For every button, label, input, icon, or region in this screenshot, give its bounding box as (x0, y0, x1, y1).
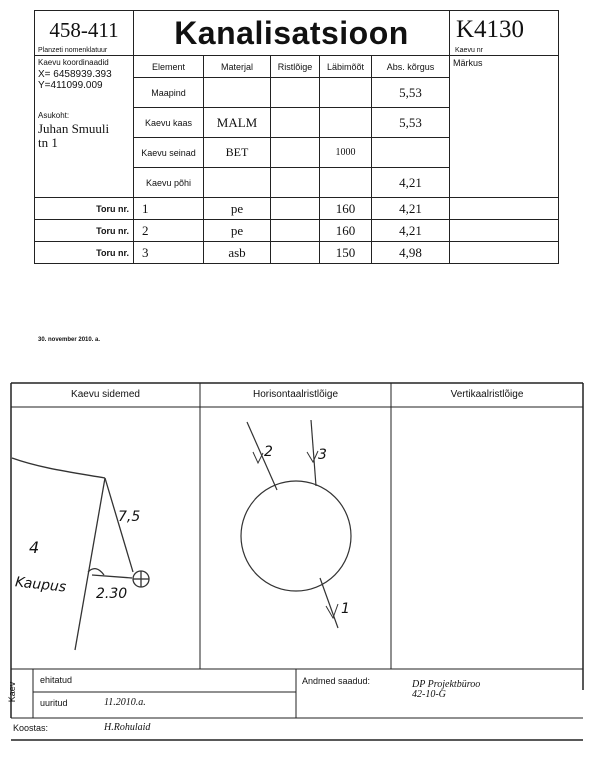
distance-1-label: 7,5 (118, 509, 141, 525)
diameter-cell: 1000 (320, 138, 372, 168)
well-number-label: Kaevu nr (455, 47, 484, 54)
compiled-label: Koostas: (13, 723, 49, 733)
location-value: Juhan Smuuli tn 1 (38, 121, 110, 150)
element-cell: Kaevu seinad (134, 138, 204, 168)
pipe-2-label: 2 (264, 444, 273, 460)
pipe-label: Toru nr. (35, 198, 134, 220)
header-element: Element (134, 56, 204, 78)
pipe-nr: 1 (134, 198, 204, 220)
pipe-diameter: 160 (320, 198, 372, 220)
built-label: ehitatud (40, 675, 73, 685)
pipe-1-line (320, 578, 338, 628)
pipe-height: 4,98 (372, 242, 450, 264)
kaupus-label: Kaupus (14, 574, 67, 596)
element-cell: Kaevu põhi (134, 168, 204, 198)
header-material: Materjal (204, 56, 271, 78)
pipe-1-label: 1 (341, 601, 350, 617)
tie-line-1 (105, 478, 133, 572)
element-cell: Maapind (134, 78, 204, 108)
angle-arc (88, 569, 104, 575)
compiled-value: H.Rohulaid (104, 722, 151, 733)
building-roof-line (12, 458, 105, 478)
well-number: K4130 (456, 16, 525, 43)
element-cell: Kaevu kaas (134, 108, 204, 138)
pipe-label: Toru nr. (35, 242, 134, 264)
house-number-label: 4 (29, 538, 40, 557)
header-remarks: Märkus (453, 58, 483, 68)
document-date: 30. november 2010. a. (38, 337, 101, 343)
coords-label: Kaevu koordinaadid (38, 58, 109, 67)
data-from-value-1: DP Projektbüroo (412, 679, 481, 690)
material-cell: BET (204, 138, 271, 168)
pipe-nr: 2 (134, 220, 204, 242)
section-ties-title: Kaevu sidemed (71, 389, 140, 400)
pipe-label: Toru nr. (35, 220, 134, 242)
pipe-nr: 3 (134, 242, 204, 264)
header-diameter: Läbimõõt (320, 56, 372, 78)
pipe-diameter: 150 (320, 242, 372, 264)
manhole-circle (241, 481, 351, 591)
kaev-label: Kaev (7, 681, 17, 703)
data-from-value-2: 42-10-G (412, 689, 446, 700)
height-cell: 5,53 (372, 78, 450, 108)
pipe-material: pe (204, 220, 271, 242)
pipe-height: 4,21 (372, 220, 450, 242)
page-title: Kanalisatsioon (174, 14, 409, 51)
nomenclature-label: Planzeti nomenklatuur (38, 47, 108, 54)
location-label: Asukoht: (38, 111, 70, 120)
pipe-3-line (311, 420, 316, 486)
horizontal-section-sketch (241, 420, 351, 628)
coord-y: Y=411099.009 (38, 80, 103, 91)
distance-2-label: 2.30 (96, 586, 128, 602)
header-abs-height: Abs. kõrgus (372, 56, 450, 78)
nomenclature-number: 458-411 (49, 17, 119, 42)
section-vertical-title: Vertikaalristlõige (450, 389, 524, 400)
coord-x: X= 6458939.393 (38, 69, 112, 80)
measured-value: 11.2010.a. (104, 697, 146, 708)
section-horizontal-title: Horisontaalristlõige (252, 389, 339, 400)
height-cell: 4,21 (372, 168, 450, 198)
data-from-label: Andmed saadud: (302, 676, 371, 686)
pipe-diameter: 160 (320, 220, 372, 242)
pipe-height: 4,21 (372, 198, 450, 220)
tie-line-2 (92, 575, 132, 578)
height-cell: 5,53 (372, 108, 450, 138)
pipe-material: asb (204, 242, 271, 264)
pipe-3-label: 3 (318, 447, 327, 463)
building-wall-line (75, 478, 105, 650)
header-cross-section: Ristlõige (271, 56, 320, 78)
material-cell: MALM (204, 108, 271, 138)
pipe-material: pe (204, 198, 271, 220)
measured-label: uuritud (40, 698, 68, 708)
